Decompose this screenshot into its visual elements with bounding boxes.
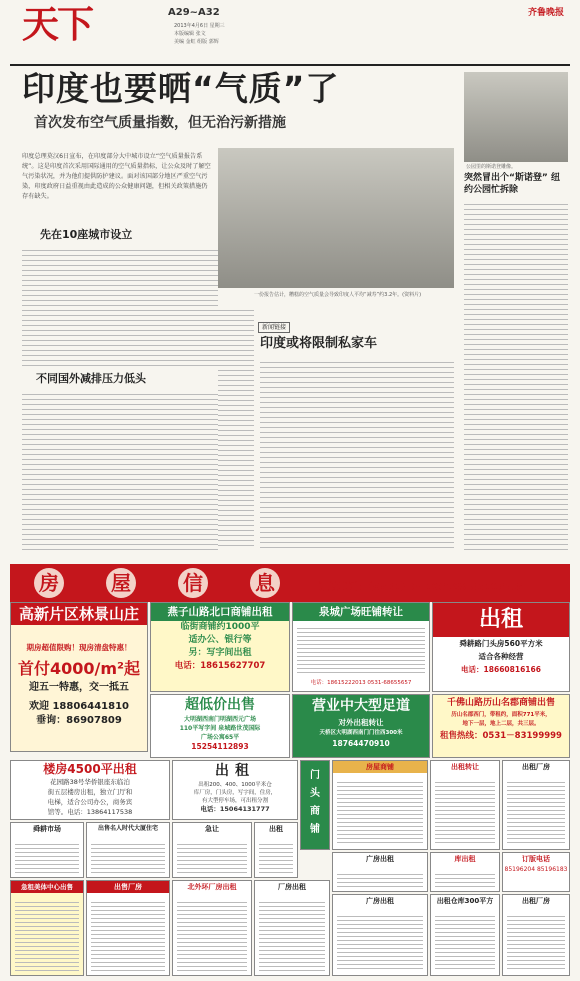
ad-huayuan: [10, 760, 170, 820]
ad-line: 期房超值限购！现房清盘特惠！: [26, 643, 132, 652]
ad-title: 广房出租: [366, 855, 394, 863]
ad-line: 天桥区大明湖西南门门往西300米: [319, 730, 403, 736]
ad-small: [332, 894, 428, 976]
ad-line: 出租200、400、1000平米仓: [198, 782, 272, 788]
ad-line: 街五层楼房出租，独立门厅和: [47, 788, 133, 796]
section-logo: 天下: [22, 2, 92, 46]
ad-title: 舜耕市场: [33, 825, 61, 833]
ad-small: [254, 880, 330, 976]
ad-zudao: [292, 694, 430, 758]
subheadline: 首次发布空气质量指数，但无治污新措施: [34, 115, 286, 131]
ad-shungeng: [432, 602, 570, 692]
banner-char: 息: [250, 568, 280, 598]
ad-price: 首付4000/m²起: [17, 659, 141, 678]
ad-small: [172, 822, 252, 878]
ad-small: [10, 880, 84, 976]
ad-small: [430, 852, 500, 892]
ad-title: 门头商铺: [310, 770, 320, 835]
issue-date: 2013年4月6日 星期三: [174, 23, 225, 29]
order-hotline: 订版电话：（0531）85196183 85196234: [318, 582, 526, 593]
ad-listing: [332, 760, 428, 850]
sidebar-body: [464, 200, 568, 550]
ad-small: [172, 880, 252, 976]
ad-line: 库厂房，门头房，写字间，住房，: [193, 790, 277, 796]
ad-line: 花园路38号华侨银座东临泊: [50, 778, 130, 786]
ad-title: 出售厂房: [87, 881, 169, 893]
ad-line: 舜耕路门头房560平方米: [459, 639, 543, 648]
ad-lishan: [432, 694, 570, 758]
editor-credit: 本版编辑 张文: [174, 31, 206, 37]
divider: [10, 64, 570, 66]
ad-title: 千佛山路历山名郡商铺出售: [446, 698, 555, 708]
ad-phone: 15254112893: [191, 742, 249, 751]
ad-title: 厂房出租: [278, 883, 306, 891]
ad-dimingh: [150, 694, 290, 758]
ad-title: 燕子山路北口商铺出租: [151, 603, 289, 621]
ad-phone: 租售热线：0531－83199999: [440, 731, 562, 741]
body-text: [22, 246, 218, 366]
ad-phone: 电话：18615627707: [174, 661, 266, 671]
ad-listing: [502, 760, 570, 850]
body-text: [260, 358, 454, 550]
ad-line: 适合各种经营: [478, 652, 524, 661]
ad-line: 有大型停车场，可出租分割: [201, 798, 268, 804]
lead-paragraph: 印度总理莫汉6日宣布，在印度部分大中城市设立“空气质量报告系统”。这是印度首次采用国际通用的空气质量指标，让公众及时了解空气污染状况，并为他们提供防护建议。面对该国部分地区严重空气污染，印度政府日益重视由此造成的公众健康问题，但相关政策措施仍存有缺失。: [22, 153, 211, 200]
ad-small: [10, 822, 84, 878]
brand-logo: 齐鲁晚报: [527, 8, 564, 18]
ad-small: [332, 852, 428, 892]
ad-phone: 电话：18615222013 0531-68655657: [310, 680, 412, 686]
ad-small: [502, 894, 570, 976]
ad-title: 广房出租: [366, 897, 394, 905]
ad-yanzishan: [150, 602, 290, 692]
ad-linjing: [10, 602, 148, 752]
ad-tag: 房屋商铺: [333, 761, 427, 773]
ad-line: 广场公寓65平: [200, 734, 240, 741]
ad-title: 出租: [269, 825, 283, 833]
statue-photo: [464, 72, 568, 162]
ad-small: [86, 822, 170, 878]
ad-mentou: [300, 760, 330, 850]
related-tag: 新闻链接: [258, 322, 290, 333]
main-photo: [218, 148, 454, 288]
body-text: [22, 390, 218, 550]
statue-caption: 公园里的斯诺登雕像。: [466, 164, 517, 170]
ad-title: 急让: [205, 825, 219, 833]
ad-title: 楼房4500平出租: [43, 762, 137, 776]
body-text: [218, 306, 254, 550]
ad-title: 营业中大型足道: [312, 698, 410, 714]
ad-title: 出租仓库300平方: [436, 897, 494, 905]
ad-warehouse: [172, 760, 298, 820]
ad-quancheng: [292, 602, 430, 692]
ad-title: 出租: [215, 763, 255, 779]
ad-line: 对外出租转让: [338, 718, 384, 727]
ad-title: 出售名人时代大厦住宅: [97, 825, 158, 832]
ad-line: 适办公、银行等: [188, 635, 252, 645]
page-range: A29~A32: [168, 7, 220, 18]
ad-line: 另：写字间出租: [188, 648, 252, 658]
order-title: 订版电话: [522, 855, 550, 863]
ad-title: 急租美体中心出售: [11, 881, 83, 893]
ad-title: 库出租: [454, 855, 476, 863]
main-photo-caption: 一份报告估计，糟糕的空气质量会导致印度人平均“减寿”约3.2年。(资料片): [254, 292, 422, 298]
ad-title: 出租转让: [451, 763, 479, 771]
order-box: [502, 852, 570, 892]
subhead-2: 不同国外减排压力低头: [36, 372, 146, 385]
order-phones: 85196204 85196183: [504, 866, 568, 873]
ad-phone: 电话：18660816166: [461, 665, 541, 674]
banner-char: 房: [34, 568, 64, 598]
related-title: 印度或将限制私家车: [260, 336, 378, 351]
sidebar-title: 突然冒出个“斯诺登” 纽约公园忙拆除: [464, 173, 560, 195]
ad-title: 泉城广场旺铺转让: [293, 603, 429, 621]
ad-title: 超低价出售: [185, 697, 255, 713]
ad-title: 北外环厂房出租: [187, 883, 237, 891]
ad-small: [254, 822, 298, 878]
ad-line: 大明湖西南门明湖西元广场: [183, 716, 256, 723]
ad-phone: 垂询：86907809: [36, 715, 122, 726]
ad-phone: 18764470910: [332, 739, 390, 748]
ad-promo: 迎五一特惠，交一抵五: [29, 682, 129, 693]
ad-title: 出租厂房: [522, 897, 550, 905]
ad-line: 电梯，适合公司办公，商务宾: [47, 798, 133, 806]
ad-phone: 电话：15064131777: [200, 805, 270, 813]
ad-line: 110平写字间 泉城路世茂国际: [179, 725, 261, 732]
ad-title: 出租: [433, 603, 569, 637]
ad-phone: 馆等。电话：13864117538: [47, 808, 133, 816]
ad-small: [86, 880, 170, 976]
banner-char: 信: [178, 568, 208, 598]
ad-line: 临街商铺约1000平: [180, 622, 260, 632]
ad-phone: 欢迎 18806441810: [28, 701, 130, 712]
banner-char: 屋: [106, 568, 136, 598]
ad-title: 出租厂房: [522, 763, 550, 771]
design-credit: 美编 金虹 组版 郭辉: [174, 39, 219, 45]
ad-title: 高新片区林景山庄: [11, 603, 147, 625]
ad-line: 地下一层，地上二层，共三层。: [462, 721, 540, 727]
ad-line: 历山名郡西门，带租约，面积771平米，: [451, 712, 551, 718]
ad-listing: [430, 760, 500, 850]
subhead-1: 先在10座城市设立: [40, 228, 133, 241]
headline: 印度也要晒“气质”了: [22, 69, 340, 108]
ad-small: [430, 894, 500, 976]
